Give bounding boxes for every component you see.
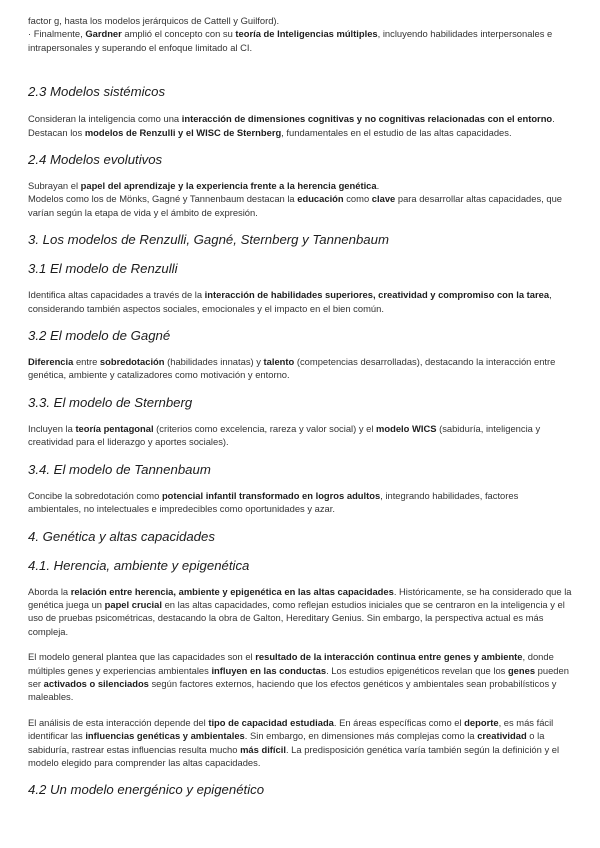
heading-3-2: 3.2 El modelo de Gagné (28, 328, 171, 344)
heading-4-1: 4.1. Herencia, ambiente y epigenética (28, 557, 250, 573)
heading-4: 4. Genética y altas capacidades (28, 528, 215, 544)
paragraph-2-3: Consideran la inteligencia como una interacción de dimensiones cognitivas y no cognitivas relacionadas con el entorno. Destacan los modelos de Renzulli y el WISC de Sternberg, fundamentales en el estudio de las altas capacidades. (28, 113, 555, 138)
heading-3-4: 3.4. El modelo de Tannenbaum (28, 461, 211, 477)
heading-2-4: 2.4 Modelos evolutivos (28, 152, 163, 168)
paragraph-2-4-b: Modelos como los de Mönks, Gagné y Tannenbaum destacan la educación como clave para desarrollar altas capacidades, que varían según la etapa de vida y el ámbito de expresión. (28, 193, 563, 218)
intro-gardner-paragraph: · Finalmente, Gardner amplió el concepto con su teoría de Inteligencias múltiples, incluyendo habilidades interpersonales e intrapersonales y superando el enfoque limitado al CI. (28, 28, 553, 53)
heading-3-1: 3.1 El modelo de Renzulli (28, 261, 178, 277)
paragraph-2-4-a: Subrayan el papel del aprendizaje y la experiencia frente a la herencia genética. (28, 180, 380, 192)
paragraph-4-1-c: El análisis de esta interacción depende del tipo de capacidad estudiada. En áreas específicas como el deporte, es más fácil identificar las influencias genéticas y ambientales. Sin embargo, en dimensiones más complejas como la creatividad o la sabiduría, rastrear estas influencias resulta mucho más difícil. La predisposición genética varía también según la definición y el modelo elegido para comprender las altas capacidades. (28, 716, 560, 768)
heading-2-3: 2.3 Modelos sistémicos (28, 84, 166, 100)
intro-line: factor g, hasta los modelos jerárquicos de Cattell y Guilford). (28, 15, 280, 26)
paragraph-3-3: Incluyen la teoría pentagonal (criterios como excelencia, rareza y valor social) y el modelo WICS (sabiduría, inteligencia y creatividad para el liderazgo y aportes sociales). (28, 422, 541, 448)
paragraph-3-2: Diferencia entre sobredotación (habilidades innatas) y talento (competencias desarrolladas), destacando la interacción entre genética, ambiente y catalizadores como motivación y entorno. (28, 356, 556, 381)
paragraph-4-1-b: El modelo general plantea que las capacidades son el resultado de la interacción continua entre genes y ambiente, donde múltiples genes y experiencias ambientales influyen en las conductas. Los estudios epigenéticos revelan que los genes pueden ser activados o silenciados según factores externos, haciendo que los efectos genéticos y ambientales sean probabilísticos y maleables. (28, 651, 569, 703)
heading-3: 3. Los modelos de Renzulli, Gagné, Sternberg y Tannenbaum (28, 232, 389, 248)
paragraph-3-4: Concibe la sobredotación como potencial infantil transformado en logros adultos, integrando habilidades, factores ambientales, no intelectuales e impredecibles como oportunidades y azar. (28, 489, 519, 515)
heading-3-3: 3.3. El modelo de Sternberg (28, 394, 193, 410)
heading-4-2: 4.2 Un modelo energénico y epigenético (28, 782, 265, 798)
paragraph-3-1: Identifica altas capacidades a través de la interacción de habilidades superiores, creatividad y compromiso con la tarea, considerando también aspectos sociales, emocionales y el impacto en el bien común. (28, 289, 552, 314)
paragraph-4-1-a: Aborda la relación entre herencia, ambiente y epigenética en las altas capacidades. Históricamente, se ha considerado que la genética juega un papel crucial en las altas capacidades, como reflejan estudios iniciales que se centraron en la inteligencia y el uso de pruebas psicométricas, destacando la obra de Galton, Hereditary Genius. Sin embargo, la perspectiva actual es más compleja. (28, 585, 572, 637)
